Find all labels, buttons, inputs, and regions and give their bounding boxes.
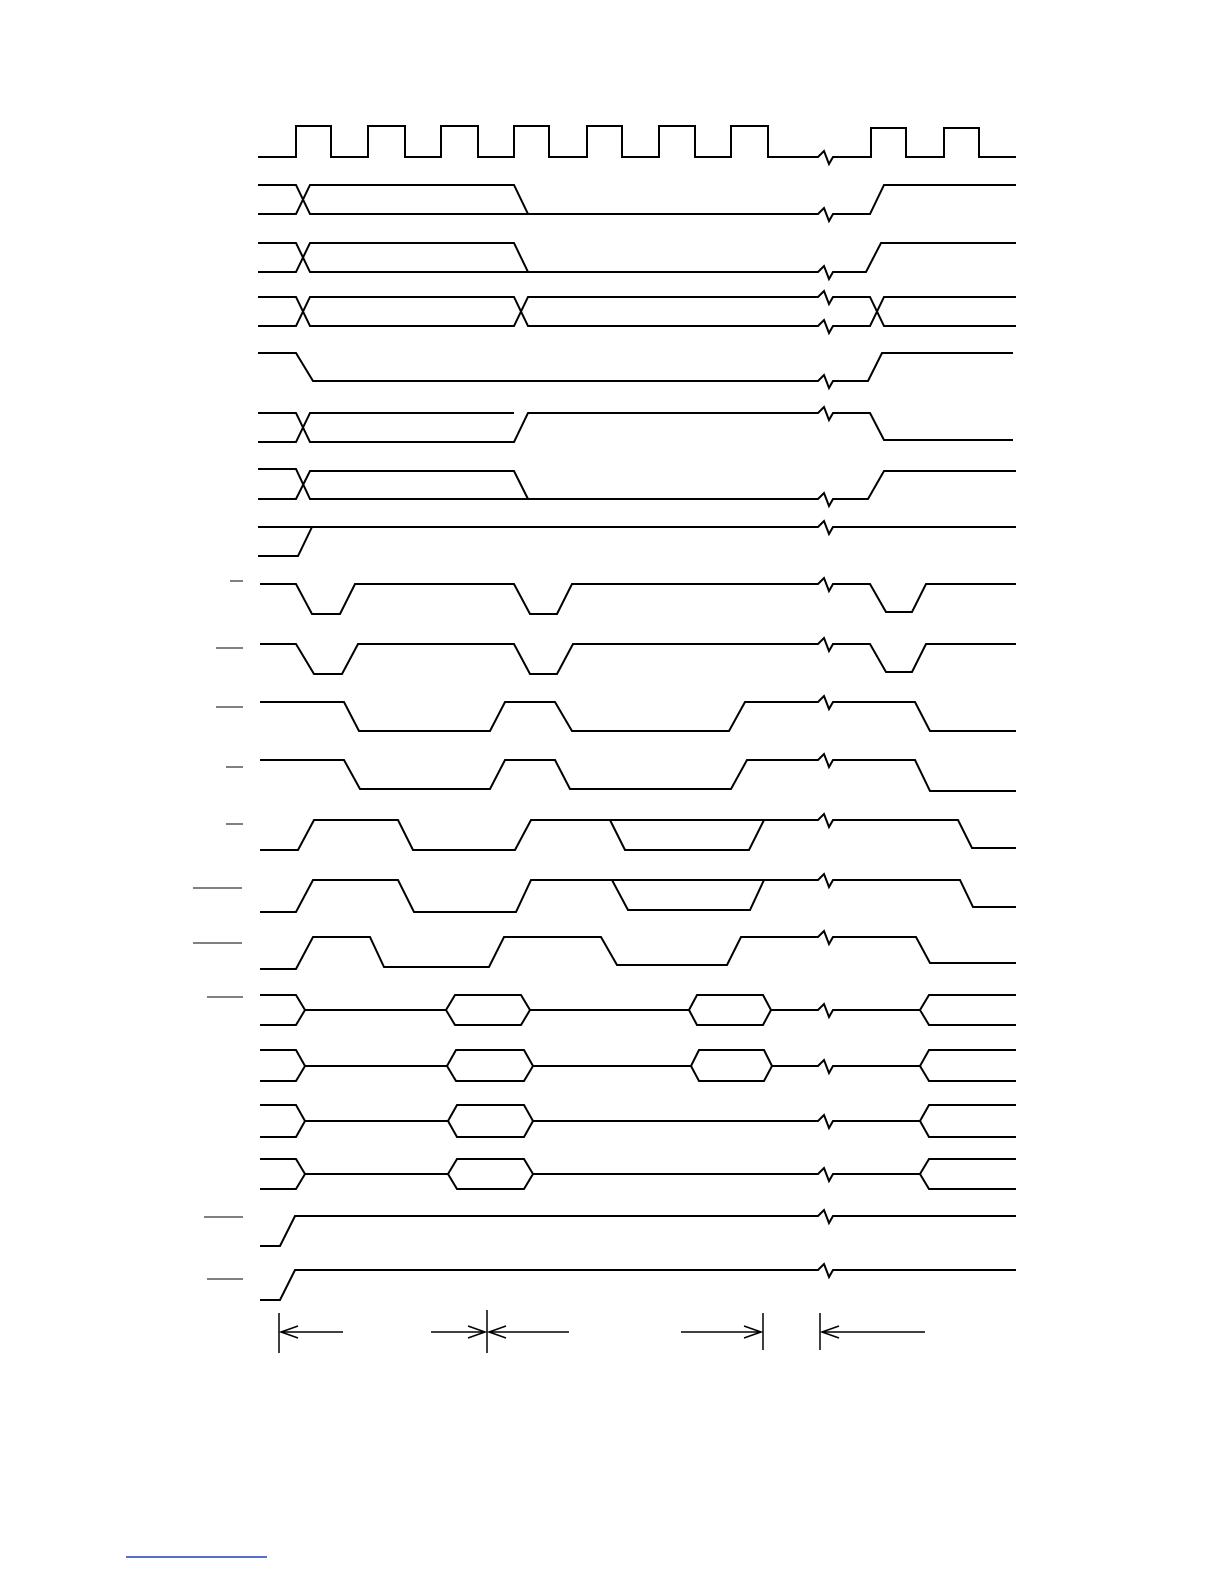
signal-13-waveform (260, 814, 1016, 850)
signal-10-waveform (260, 638, 1016, 674)
signal-19-waveform (260, 1159, 1016, 1189)
signal-clock-waveform (258, 126, 1016, 164)
signal-18-waveform (260, 1105, 1016, 1137)
signal-17-waveform (260, 1050, 1016, 1081)
signal-9-waveform (260, 578, 1016, 614)
signal-21-waveform (260, 1264, 1016, 1300)
interval-3-arrow (822, 1326, 925, 1338)
signal-16-waveform (260, 995, 1016, 1025)
signal-8-waveform (258, 521, 1016, 556)
signal-2-waveform (258, 185, 1016, 221)
interval-1-arrow (281, 1326, 485, 1338)
signal-5-waveform (258, 353, 1013, 388)
signal-6-waveform (258, 407, 1013, 442)
signal-11-waveform (260, 696, 1016, 731)
signal-3-waveform (258, 243, 1016, 279)
signal-15-waveform (260, 931, 1016, 969)
interval-2-arrow (489, 1326, 761, 1338)
signal-7-waveform (258, 469, 1016, 506)
signal-20-waveform (260, 1210, 1016, 1246)
signal-4-waveform (258, 291, 1016, 333)
signal-12-waveform (260, 754, 1016, 791)
signal-14-waveform (260, 874, 1016, 912)
